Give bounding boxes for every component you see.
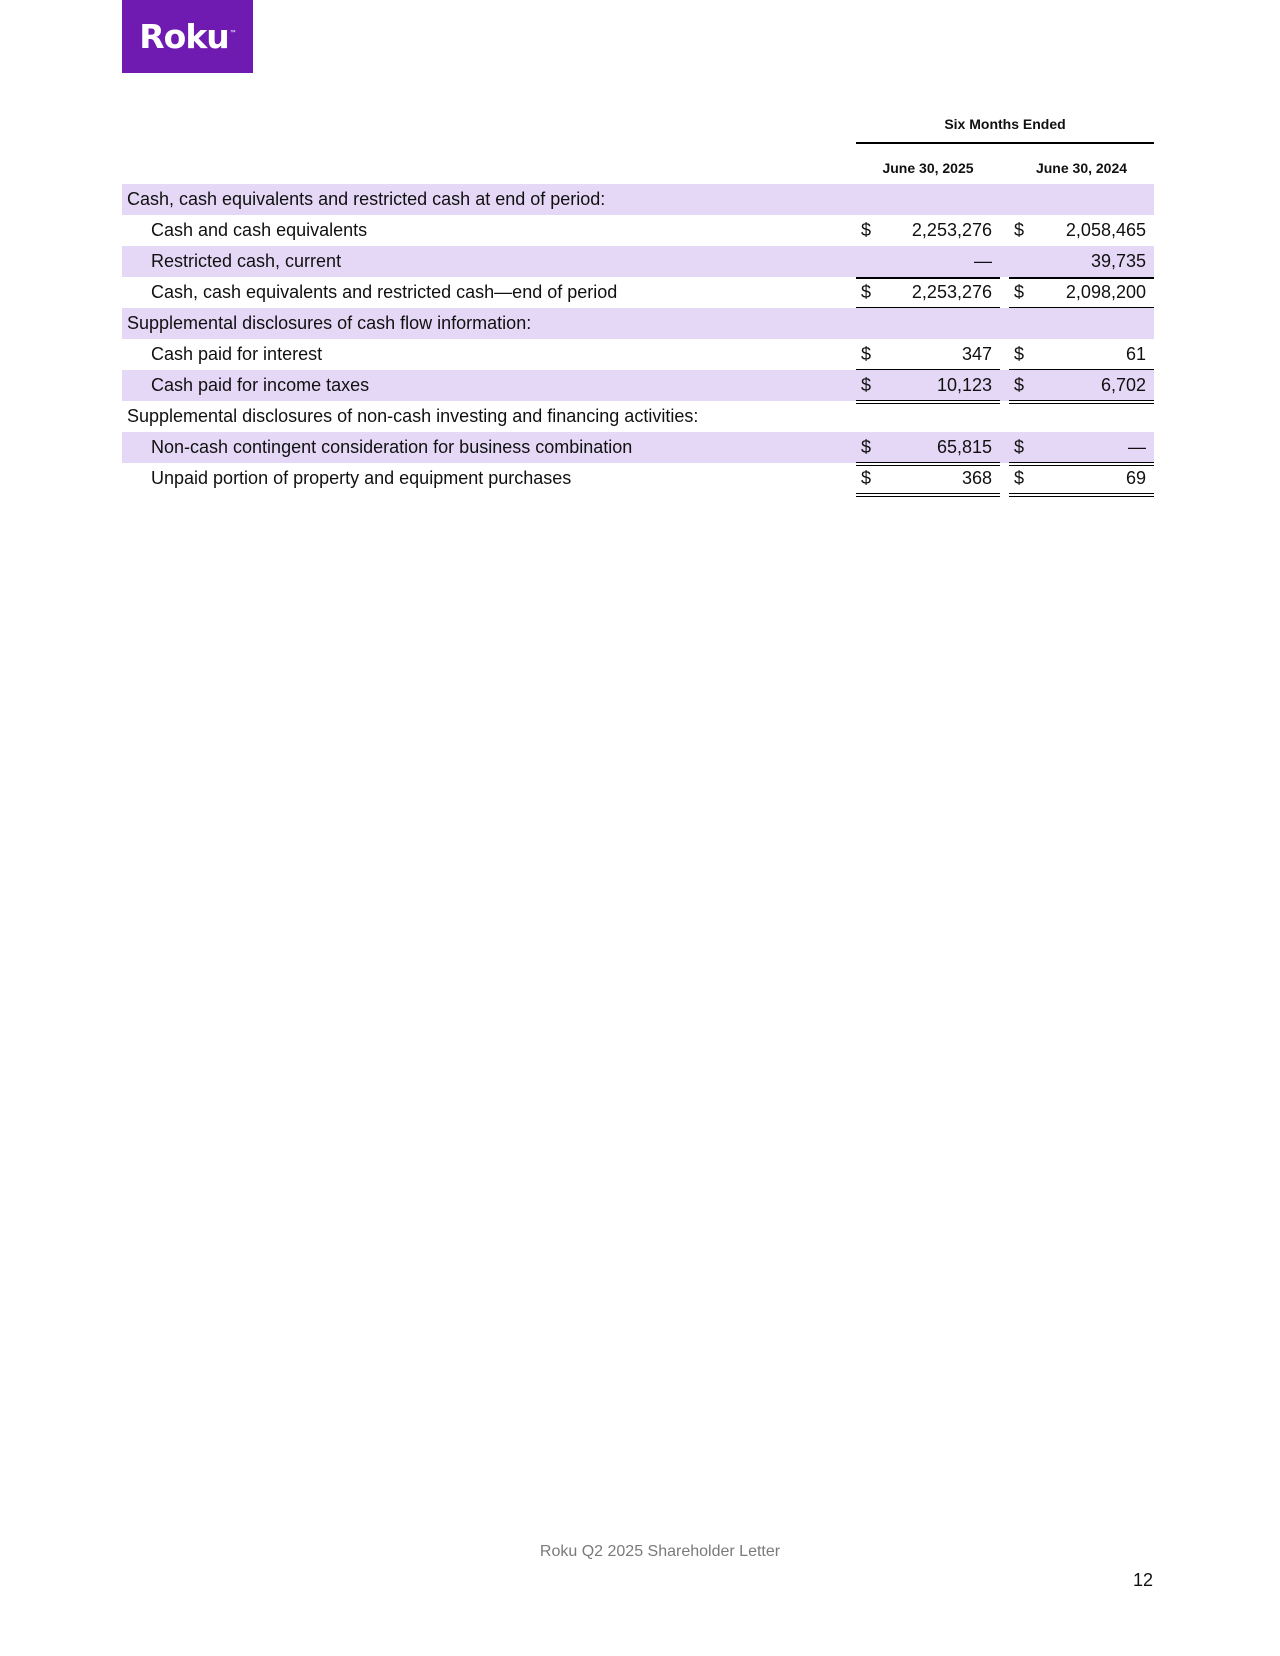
cell-2024: [1009, 463, 1154, 497]
cell-2024: [1009, 370, 1154, 404]
dollar-sign: $: [861, 375, 872, 395]
row-label: Supplemental disclosures of non-cash investing and financing activities:: [127, 406, 699, 426]
value: 61: [1125, 344, 1146, 364]
cell-2025: [856, 339, 1000, 373]
value: —: [974, 251, 992, 271]
row-label: Supplemental disclosures of cash flow information:: [127, 313, 532, 333]
column-header-2024: June 30, 2024: [1009, 160, 1154, 186]
value: 2,253,276: [911, 282, 992, 302]
value: 10,123: [936, 375, 992, 395]
value: 2,098,200: [1065, 282, 1146, 302]
cell-2025: [856, 370, 1000, 404]
cell-2025: [856, 432, 1000, 466]
value: 368: [961, 468, 992, 488]
cell-2024: [1009, 246, 1154, 279]
table-row-section-cash: [122, 184, 1154, 215]
footer-text: Roku Q2 2025 Shareholder Letter: [539, 1543, 781, 1560]
value: 347: [961, 344, 992, 364]
table-row-restricted-cash: [122, 246, 1154, 277]
trademark-mark: ™: [229, 30, 236, 36]
dollar-sign: $: [861, 344, 872, 364]
value: 2,058,465: [1065, 220, 1146, 240]
cell-2024: [1009, 432, 1154, 466]
dollar-sign: $: [1014, 437, 1025, 457]
header-six-months-ended: Six Months Ended: [856, 116, 1154, 144]
dollar-sign: $: [861, 282, 872, 302]
table-row-income-taxes: [122, 370, 1154, 401]
value: 65,815: [936, 437, 992, 457]
value: 69: [1125, 468, 1146, 488]
dollar-sign: $: [861, 437, 872, 457]
table-row-section-noncash: [122, 401, 1154, 432]
value: 6,702: [1100, 375, 1146, 395]
column-header-2025: June 30, 2025: [856, 160, 1000, 186]
row-label: Cash and cash equivalents: [151, 220, 368, 240]
dollar-sign: $: [861, 468, 872, 488]
value: 2,253,276: [911, 220, 992, 240]
row-label: Cash, cash equivalents and restricted cash at end of period:: [127, 189, 606, 209]
value: —: [1128, 437, 1146, 457]
table-row-section-supplemental: [122, 308, 1154, 339]
row-label: Non-cash contingent consideration for business combination: [151, 437, 633, 457]
table-row-contingent-consideration: [122, 432, 1154, 463]
row-label: Restricted cash, current: [151, 251, 342, 271]
cell-2024: [1009, 215, 1154, 246]
table-row-end-of-period: [122, 277, 1154, 308]
dollar-sign: $: [1014, 375, 1025, 395]
cell-2024: [1009, 339, 1154, 373]
row-label: Cash paid for income taxes: [151, 375, 370, 395]
table-row-unpaid-property: [122, 463, 1154, 494]
dollar-sign: $: [1014, 468, 1025, 488]
dollar-sign: $: [1014, 344, 1025, 364]
row-label: Cash, cash equivalents and restricted cash—end of period: [151, 282, 618, 302]
cell-2024: [1009, 277, 1154, 311]
cell-2025: [856, 277, 1000, 311]
logo-text: Roku: [139, 17, 229, 56]
page-number: 12: [1133, 1570, 1154, 1590]
dollar-sign: $: [861, 220, 872, 240]
roku-logo: [122, 0, 253, 73]
cell-2025: [856, 215, 1000, 246]
table-row-interest: [122, 339, 1154, 370]
cell-2025: [856, 246, 1000, 279]
dollar-sign: $: [1014, 220, 1025, 240]
row-label: Unpaid portion of property and equipment purchases: [151, 468, 572, 488]
value: 39,735: [1090, 251, 1146, 271]
row-label: Cash paid for interest: [151, 344, 323, 364]
table-row-cash-equivalents: [122, 215, 1154, 246]
dollar-sign: $: [1014, 282, 1025, 302]
cell-2025: [856, 463, 1000, 497]
